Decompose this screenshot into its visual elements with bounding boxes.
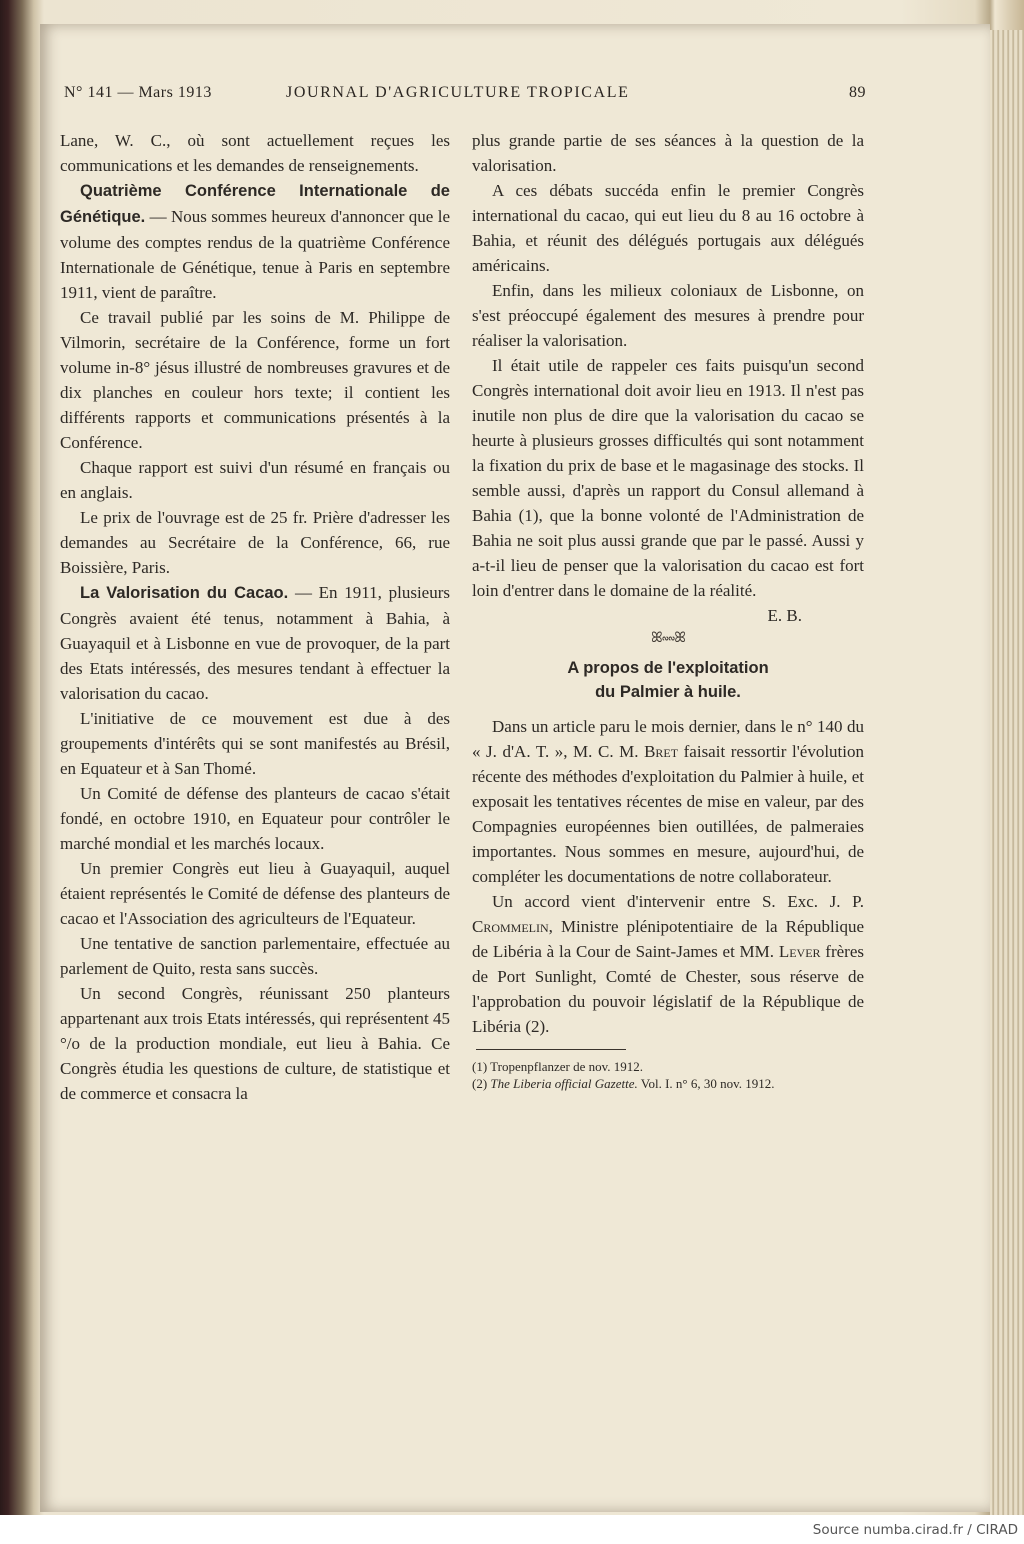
- text-run: Un accord vient d'intervenir entre S. Exc. J. P.: [492, 892, 864, 911]
- running-header: [64, 84, 866, 108]
- paragraph: Un premier Congrès eut lieu à Guayaquil, auquel étaient représentés le Comité de défense des planteurs de cacao et l'Association des agriculteurs de l'Equateur.: [60, 859, 450, 928]
- left-column: [60, 128, 450, 1106]
- footnote-rule: [476, 1049, 626, 1050]
- paragraph: A ces débats succéda enfin le premier Congrès international du cacao, qui eut lieu du 8 au 16 octobre à Bahia, et réunit des délégués portugais aux délégués américains.: [472, 181, 864, 275]
- paragraph: Il était utile de rappeler ces faits puisqu'un second Congrès international doit avoir lieu en 1913. Il n'est pas inutile non plus de dire que la valorisation du cacao se heurte à plusieurs grosses difficultés qui sont notamment la fixation du prix de base et le magasinage des stocks. Il semble aussi, d'après un rapport du Consul allemand à Bahia (1), que la bonne volonté de l'Administration de Bahia ne soit plus aussi grande que par le passé. Aussi y a-t-il lieu de penser que la valorisation du cacao est fort loin d'entrer dans le domaine de la réalité.: [472, 356, 864, 600]
- person-name: Lever: [778, 942, 821, 961]
- paragraph-text: — Nous sommes heureux d'annoncer que le volume des comptes rendus de la quatrième Conférence Internationale de Génétique, tenue à Paris en septembre 1911, vient de paraître.: [60, 207, 450, 302]
- footnote: (1) Tropenpflanzer de nov. 1912.: [472, 1059, 644, 1074]
- author-signature: E. B.: [767, 606, 802, 625]
- journal-title: JOURNAL D'AGRICULTURE TROPICALE: [286, 84, 630, 101]
- page-number: 89: [849, 84, 866, 101]
- paragraph: plus grande partie de ses séances à la question de la valorisation.: [472, 131, 864, 175]
- article-paragraph: [472, 714, 864, 889]
- article-title-line: du Palmier à huile.: [595, 683, 741, 701]
- text-run: frères de Port Sunlight, Comté de Chester, sous réserve de l'approbation du pouvoir législatif de la République de Libéria (2).: [472, 942, 864, 1036]
- section-title-cacao: La Valorisation du Cacao.: [80, 584, 289, 602]
- genetics-section: [60, 178, 450, 305]
- source-credit: Source numba.cirad.fr / CIRAD: [812, 1522, 1018, 1538]
- ornament-divider: ꕤ∾∾ꕤ: [651, 631, 685, 646]
- paragraph: Le prix de l'ouvrage est de 25 fr. Prière d'adresser les demandes au Secrétaire de la Conférence, 66, rue Boissière, Paris.: [60, 508, 450, 577]
- footnote-number: (2): [472, 1076, 491, 1091]
- paragraph-text: — En 1911, plusieurs Congrès avaient été tenus, notamment à Bahia, à Guayaquil et à Lisbonne en vue de provoquer, de la part des Etats intéressés, des mesures tendant à effectuer la valorisation du cacao.: [60, 583, 450, 703]
- footnote-title: The Liberia official Gazette.: [490, 1076, 638, 1091]
- paragraph: Une tentative de sanction parlementaire, effectuée au parlement de Quito, resta sans succès.: [60, 934, 450, 978]
- text-run: Dans un article paru le mois dernier, dans le n° 140 du « J. d'A. T. », M. C. M.: [472, 717, 864, 761]
- paragraph: L'initiative de ce mouvement est due à des groupements d'intérêts qui se sont manifestés au Brésil, en Equateur et à San Thomé.: [60, 709, 450, 778]
- cacao-section: [60, 580, 450, 706]
- issue-date: N° 141 — Mars 1913: [64, 84, 212, 101]
- text-run: faisait ressortir l'évolution récente des méthodes d'exploitation du Palmier à huile, et exposait les tentatives récentes de mise en valeur, par des Compagnies européennes bien outillées, de palmeraies importantes. Nous sommes en mesure, aujourd'hui, de compléter les documentations de notre collaborateur.: [472, 742, 864, 886]
- book-page-edges: [990, 30, 1024, 1515]
- section-title-genetics: Quatrième Conférence Internationale de Génétique.: [60, 182, 450, 226]
- article-title-line: A propos de l'exploitation: [567, 659, 769, 677]
- text-run: , Ministre plénipotentiaire de la République de Libéria à la Cour de Saint-James et MM.: [472, 917, 864, 961]
- paragraph: Un Comité de défense des planteurs de cacao s'était fondé, en octobre 1910, en Equateur pour contrôler le marché mondial et les marchés locaux.: [60, 784, 450, 853]
- article-title: [472, 656, 864, 704]
- footnote: [472, 1075, 864, 1092]
- article-paragraph: [472, 889, 864, 1039]
- paragraph: Chaque rapport est suivi d'un résumé en français ou en anglais.: [60, 458, 450, 502]
- person-name: Bret: [644, 742, 679, 761]
- paragraph: Un second Congrès, réunissant 250 planteurs appartenant aux trois Etats intéressés, qui représentent 45 °/o de la production mondiale, eut lieu à Bahia. Ce Congrès étudia les questions de culture, de statistique et de commerce et consacra la: [60, 984, 450, 1103]
- paragraph: Ce travail publié par les soins de M. Philippe de Vilmorin, secrétaire de la Conférence, forme un fort volume in-8° jésus illustré de nombreuses gravures et de dix planches en couleur hors texte; il contient les différents rapports et communications présentés à la Conférence.: [60, 308, 450, 452]
- footnote-text: Vol. I. n° 6, 30 nov. 1912.: [637, 1076, 775, 1091]
- person-name: Crommelin: [472, 917, 549, 936]
- paragraph: Enfin, dans les milieux coloniaux de Lisbonne, on s'est préoccupé également des mesures à prendre pour réaliser la valorisation.: [472, 281, 864, 350]
- paragraph: Lane, W. C., où sont actuellement reçues les communications et les demandes de renseignements.: [60, 131, 450, 175]
- right-column: [472, 128, 864, 1092]
